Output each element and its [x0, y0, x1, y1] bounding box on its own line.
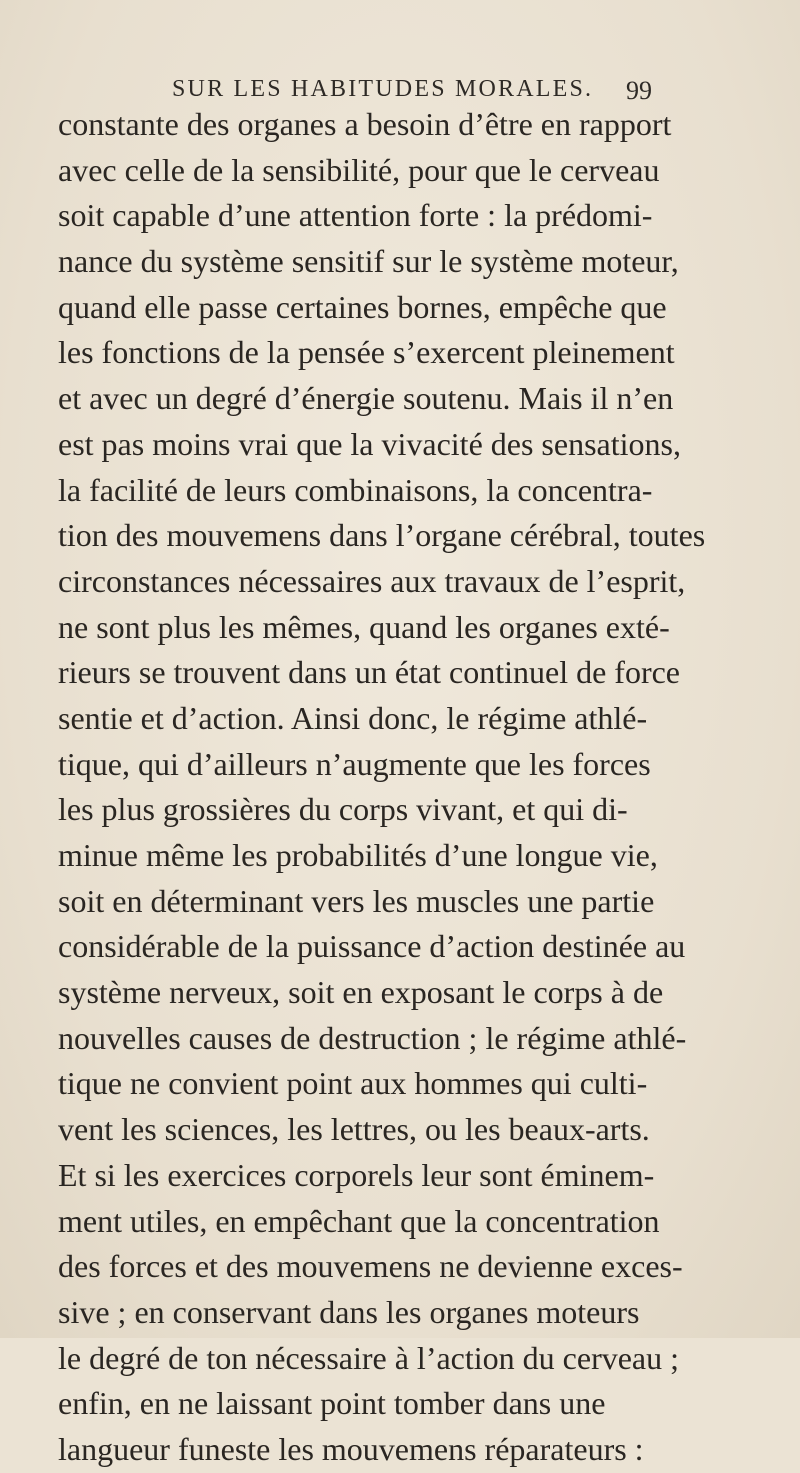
running-head: SUR LES HABITUDES MORALES. — [172, 76, 594, 102]
text-line: les plus grossières du corps vivant, et qui di- — [58, 791, 628, 828]
text-line: ne sont plus les mêmes, quand les organes exté- — [58, 608, 670, 645]
text-line: les fonctions de la pensée s’exercent pleinement — [58, 334, 675, 371]
text-line: système nerveux, soit en exposant le corps à de — [58, 974, 664, 1011]
text-line: le degré de ton nécessaire à l’action du cerveau ; — [58, 1339, 680, 1376]
text-line: vent les sciences, les lettres, ou les beaux-arts. — [58, 1111, 650, 1148]
text-line: quand elle passe certaines bornes, empêche que — [58, 288, 667, 325]
text-line: des forces et des mouvemens ne devienne exces- — [58, 1248, 683, 1285]
text-line: est pas moins vrai que la vivacité des sensations, — [58, 425, 681, 462]
text-line: tique, qui d’ailleurs n’augmente que les forces — [58, 745, 651, 782]
text-line: tique ne convient point aux hommes qui culti- — [58, 1065, 648, 1102]
text-line: Et si les exercices corporels leur sont éminem- — [58, 1156, 655, 1193]
text-line: enfin, en ne laissant point tomber dans une — [58, 1385, 606, 1422]
text-line: nance du système sensitif sur le système moteur, — [58, 243, 679, 280]
text-line: soit en déterminant vers les muscles une partie — [58, 882, 655, 919]
text-line: la facilité de leurs combinaisons, la concentra- — [58, 471, 653, 508]
text-line: minue même les probabilités d’une longue vie, — [58, 837, 658, 873]
text-line: sentie et d’action. Ainsi donc, le régime athlé- — [58, 699, 648, 736]
text-line: considérable de la puissance d’action destinée au — [58, 928, 686, 965]
body-text — [58, 102, 798, 1473]
text-line: circonstances nécessaires aux travaux de l’esprit, — [58, 562, 686, 599]
text-line: ment utiles, en empêchant que la concentration — [58, 1202, 660, 1239]
text-line: tion des mouvemens dans l’organe cérébral, toutes — [58, 517, 706, 554]
text-line: sive ; en conservant dans les organes moteurs — [58, 1293, 640, 1330]
text-line: soit capable d’une attention forte : la prédomi- — [58, 197, 653, 234]
text-line: constante des organes a besoin d’être en rapport — [58, 106, 672, 142]
text-line: rieurs se trouvent dans un état continuel de force — [58, 654, 680, 691]
text-line: avec celle de la sensibilité, pour que le cerveau — [58, 151, 660, 188]
text-line: et avec un degré d’énergie soutenu. Mais il n’en — [58, 380, 674, 417]
text-line: nouvelles causes de destruction ; le régime athlé- — [58, 1019, 687, 1056]
page-number: 99 — [626, 76, 652, 105]
text-line: langueur funeste les mouvemens réparateurs : — [58, 1430, 644, 1467]
